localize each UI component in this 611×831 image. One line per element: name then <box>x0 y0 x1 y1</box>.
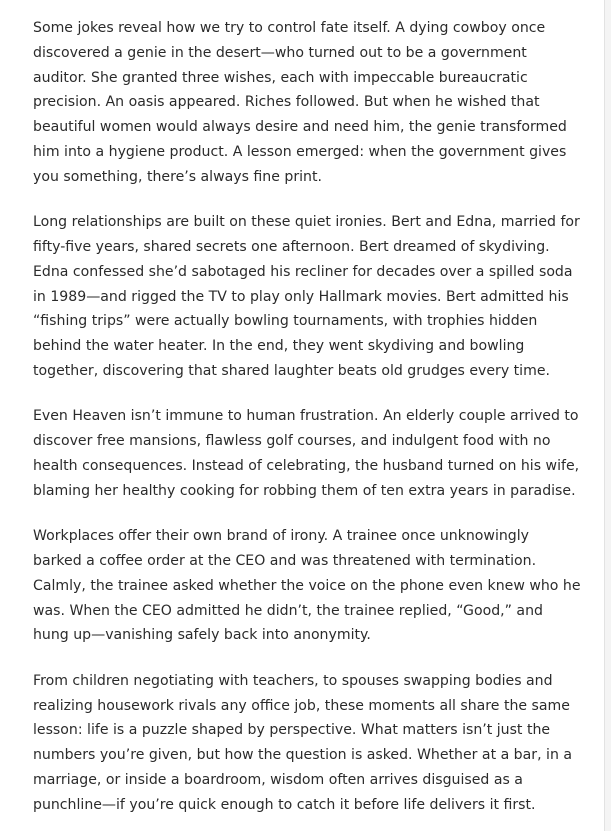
scrollbar-track[interactable] <box>604 0 611 831</box>
paragraph-heaven: Even Heaven isn’t immune to human frustration. An elderly couple arrived to discover free mansions, flawless golf courses, and indulgent food with no health consequences. Instead of celebrating, the husband turned on his wife, blaming her healthy cooking for robbing them of ten extra years in paradise. <box>33 408 580 499</box>
paragraph-conclusion: From children negotiating with teachers, to spouses swapping bodies and realizing housework rivals any office job, these moments all share the same lesson: life is a puzzle shaped by perspective. What matters isn’t just the numbers you’re given, but how the question is asked. Whether at a bar, in a marriage, or inside a boardroom, wisdom often arrives disguised as a punchline—if you’re quick enough to catch it before life delivers it first. <box>33 672 572 813</box>
article-body <box>33 16 581 817</box>
paragraph-bert-and-edna: Long relationships are built on these quiet ironies. Bert and Edna, married for fifty-five years, shared secrets one afternoon. Bert dreamed of skydiving. Edna confessed she’d sabotaged his recliner for decades over a spilled soda in 1989—and rigged the TV to play only Hallmark movies. Bert admitted his “fishing trips” were actually bowling tournaments, with trophies hidden behind the water heater. In the end, they went skydiving and bowling together, discovering that shared laughter beats old grudges every time. <box>33 214 580 379</box>
paragraph-cowboy-genie: Some jokes reveal how we try to control fate itself. A dying cowboy once discovered a genie in the desert—who turned out to be a government auditor. She granted three wishes, each with impeccable bureaucratic precision. An oasis appeared. Riches followed. But when he wished that beautiful women would always desire and need him, the genie transformed him into a hygiene product. A lesson emerged: when the government gives you something, there’s always fine print. <box>33 20 567 185</box>
paragraph-workplace: Workplaces offer their own brand of irony. A trainee once unknowingly barked a coffee order at the CEO and was threatened with termination. Calmly, the trainee asked whether the voice on the phone even knew who he was. When the CEO admitted he didn’t, the trainee replied, “Good,” and hung up—vanishing safely back into anonymity. <box>33 528 581 644</box>
